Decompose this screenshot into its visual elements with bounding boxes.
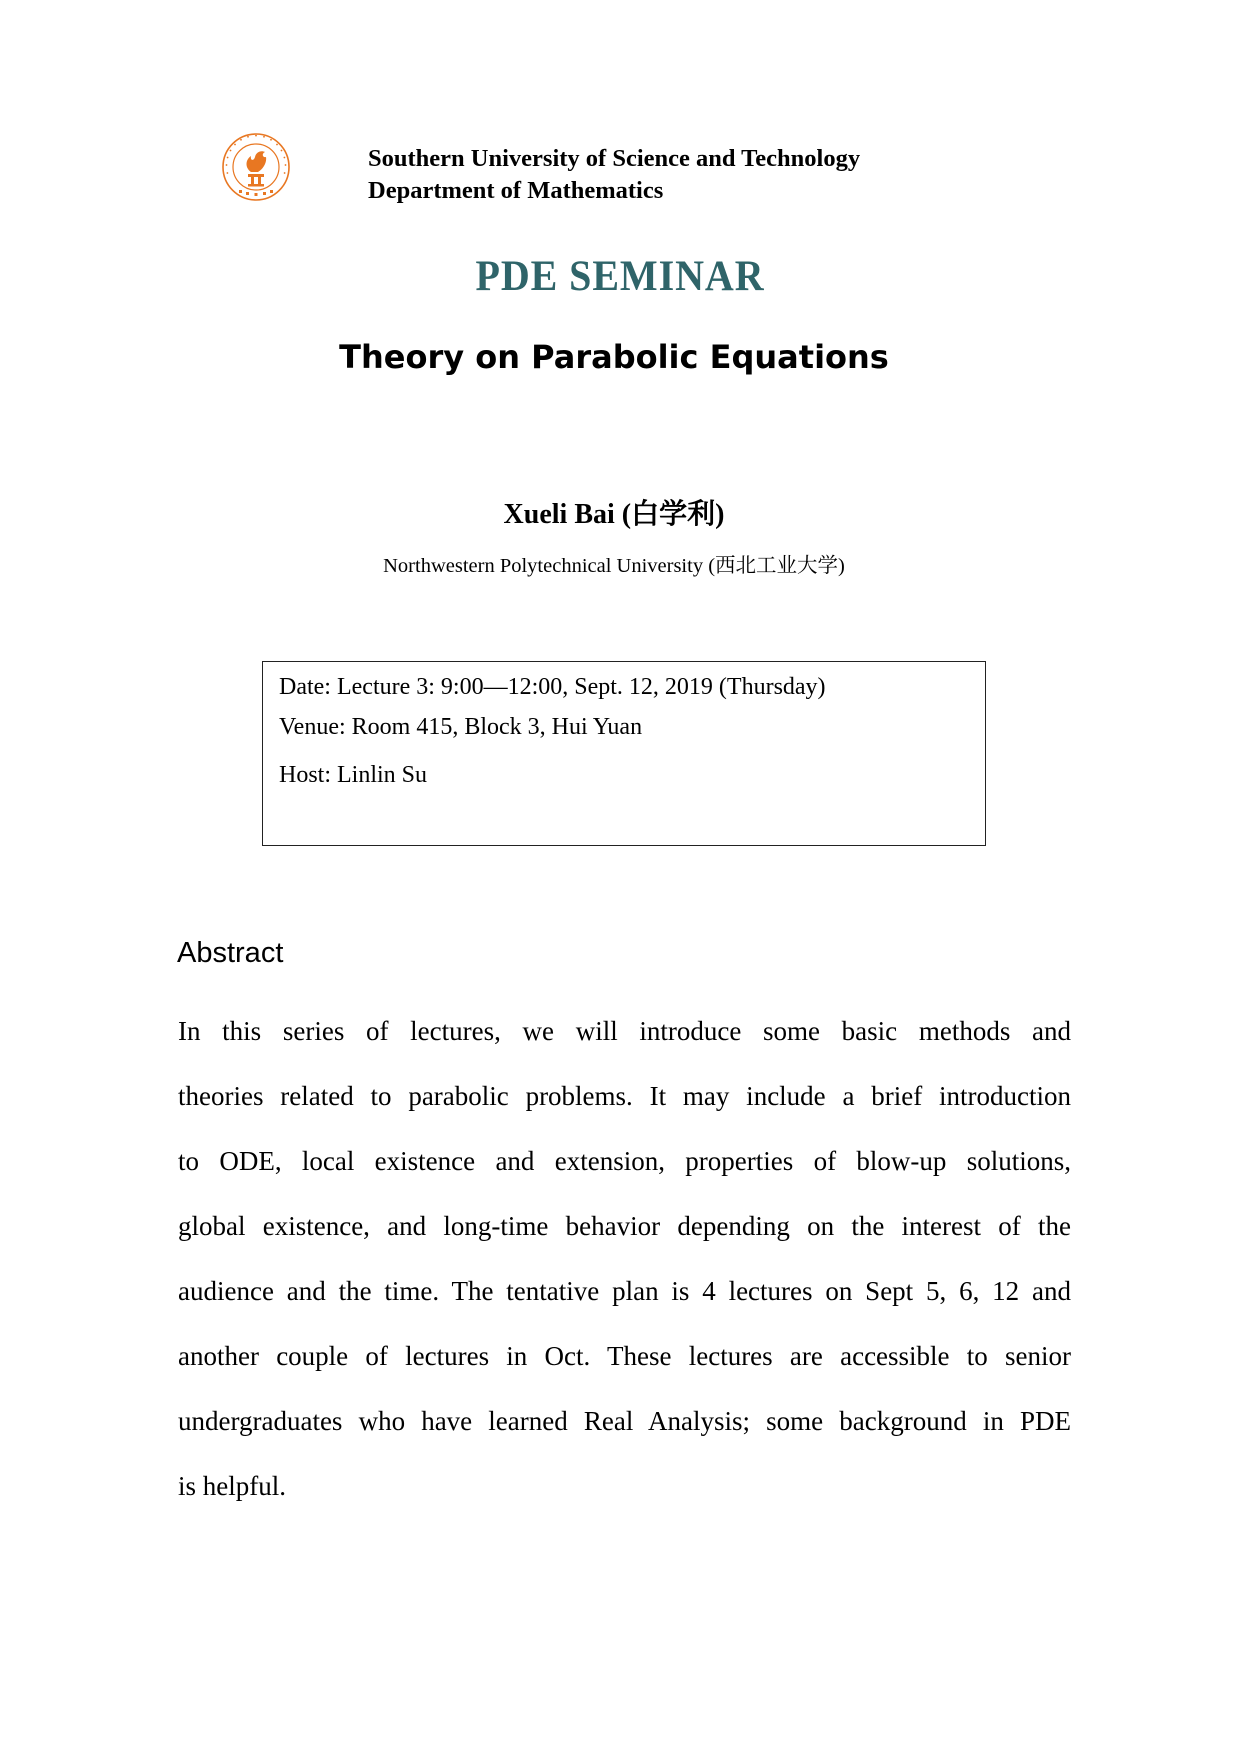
abstract-line: audience and the time. The tentative plan is 4 lectures on Sept 5, 6, 12 and (178, 1276, 1071, 1306)
abstract-line: undergraduates who have learned Real Analysis; some background in PDE (178, 1406, 1071, 1436)
speaker-name: Xueli Bai (白学利) (503, 499, 725, 530)
department-name: Department of Mathematics (368, 177, 664, 204)
speaker-affiliation: Northwestern Polytechnical University (西北工业大学) (383, 555, 845, 577)
event-date: Date: Lecture 3: 9:00—12:00, Sept. 12, 2019 (Thursday) (279, 674, 826, 700)
talk-title: Theory on Parabolic Equations (339, 338, 889, 376)
institution-name: Southern University of Science and Technology (368, 145, 861, 172)
abstract-line: global existence, and long-time behavior depending on the interest of the (178, 1211, 1071, 1241)
abstract-line: In this series of lectures, we will introduce some basic methods and (178, 1016, 1071, 1046)
abstract-body (178, 999, 1071, 1519)
seminar-series-title: PDE SEMINAR (475, 253, 765, 300)
abstract-line: another couple of lectures in Oct. These lectures are accessible to senior (178, 1341, 1071, 1371)
abstract-line: is helpful. (178, 1471, 286, 1501)
abstract-line: to ODE, local existence and extension, properties of blow-up solutions, (178, 1146, 1071, 1176)
event-host: Host: Linlin Su (279, 762, 428, 788)
university-seal-icon (221, 132, 291, 202)
abstract-line: theories related to parabolic problems. It may include a brief introduction (178, 1081, 1071, 1111)
event-venue: Venue: Room 415, Block 3, Hui Yuan (279, 714, 643, 740)
abstract-heading: Abstract (177, 937, 284, 969)
